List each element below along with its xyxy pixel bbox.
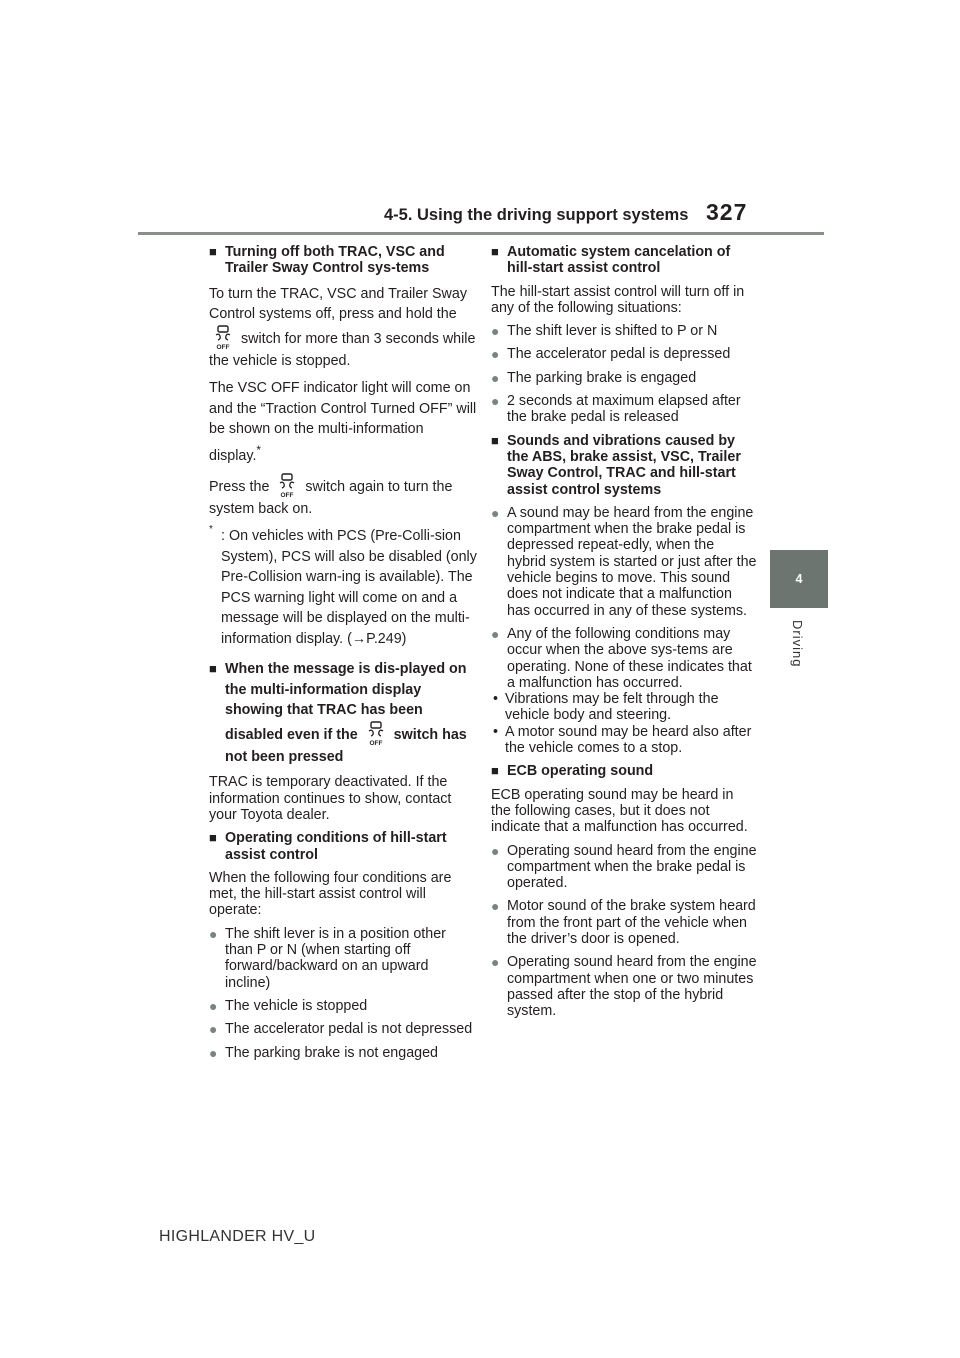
- list-item: ● Any of the following conditions may occur when the above sys-tems are operating. None of these indicates that a malfunction has occurred.: [491, 626, 757, 691]
- list-item: ● The parking brake is engaged: [491, 370, 757, 386]
- sub-list-item: • A motor sound may be heard also after the vehicle comes to a stop.: [491, 724, 757, 757]
- paragraph: When the following four conditions are met, the hill-start assist control will operate:: [209, 869, 452, 919]
- section-heading: ■ Turning off both TRAC, VSC and Trailer Sway Control sys-tems: [209, 244, 477, 277]
- chapter-number: 4: [795, 572, 803, 586]
- svg-text:OFF: OFF: [280, 491, 294, 499]
- footnote[interactable]: * : On vehicles with PCS (Pre-Colli-sion System), PCS will also be disabled (only Pre-Collision warn-ing is available). The PCS warning light will come on and a message will be displayed on the multi-information display. (→P.249): [209, 524, 477, 647]
- chapter-label: Driving: [790, 620, 805, 668]
- list-item: ● The vehicle is stopped: [209, 998, 477, 1014]
- svg-text:OFF: OFF: [369, 739, 383, 747]
- section-heading: ■ When the message is dis-played on the multi-information display showing that TRAC has been disabled even if the OFF switch has not been pressed: [209, 659, 477, 767]
- paragraph: ECB operating sound may be heard in the following cases, but it does not indicate that a malfunction has occurred.: [491, 786, 748, 836]
- list-item: ● A sound may be heard from the engine compartment when the brake pedal is depressed repeat-edly, when the hybrid system is started or just after the vehicle begins to move. This sound does not indicate that a malfunction has occurred in any of these systems.: [491, 505, 757, 619]
- list-item: ● Operating sound heard from the engine compartment when the brake pedal is operated.: [491, 843, 757, 892]
- paragraph: TRAC is temporary deactivated. If the information continues to show, contact your Toyota dealer.: [209, 774, 452, 823]
- vsc-off-icon: [276, 473, 298, 499]
- paragraph: Press the OFF switch again to turn the system back on.: [209, 473, 477, 520]
- svg-text:OFF: OFF: [216, 343, 230, 351]
- right-column: [491, 244, 757, 1026]
- list-item: ● The shift lever is shifted to P or N: [491, 323, 757, 339]
- paragraph: To turn the TRAC, VSC and Trailer Sway Control systems off, press and hold the OFF switch for more than 3 seconds while the vehicle is stopped.: [209, 285, 476, 369]
- left-column: [209, 244, 477, 1068]
- paragraph: The VSC OFF indicator light will come on and the “Traction Control Turned OFF” will be shown on the multi-information display.*: [209, 380, 477, 464]
- section-heading: ■ ECB operating sound: [491, 763, 757, 779]
- paragraph: The hill-start assist control will turn off in any of the following situations:: [491, 283, 745, 316]
- section-heading: ■ Operating conditions of hill-start assist control: [209, 830, 477, 863]
- model-footer: HIGHLANDER HV_U: [159, 1228, 316, 1245]
- list-item: ● Motor sound of the brake system heard from the front part of the vehicle when the driver’s door is opened.: [491, 898, 757, 947]
- chapter-tab[interactable]: [770, 550, 828, 608]
- section-title: 4-5. Using the driving support systems: [384, 206, 689, 224]
- list-item: ● The accelerator pedal is not depressed: [209, 1021, 477, 1037]
- vsc-off-icon: [212, 325, 234, 351]
- section-heading: ■ Automatic system cancelation of hill-start assist control: [491, 244, 757, 277]
- section-heading: ■ Sounds and vibrations caused by the ABS, brake assist, VSC, Trailer Sway Control, TRAC and hill-start assist control systems: [491, 433, 757, 498]
- list-item: ● The shift lever is in a position other than P or N (when starting off forward/backward on an upward incline): [209, 926, 477, 991]
- list-item: ● The parking brake is not engaged: [209, 1045, 477, 1061]
- list-item: ● 2 seconds at maximum elapsed after the brake pedal is released: [491, 393, 757, 426]
- list-item: ● Operating sound heard from the engine compartment when one or two minutes passed after the stop of the hybrid system.: [491, 954, 757, 1019]
- page-number: 327: [706, 199, 748, 225]
- list-item: ● The accelerator pedal is depressed: [491, 346, 757, 362]
- vsc-off-icon: [365, 721, 387, 747]
- header-divider: [138, 232, 824, 235]
- sub-list-item: • Vibrations may be felt through the vehicle body and steering.: [491, 691, 757, 724]
